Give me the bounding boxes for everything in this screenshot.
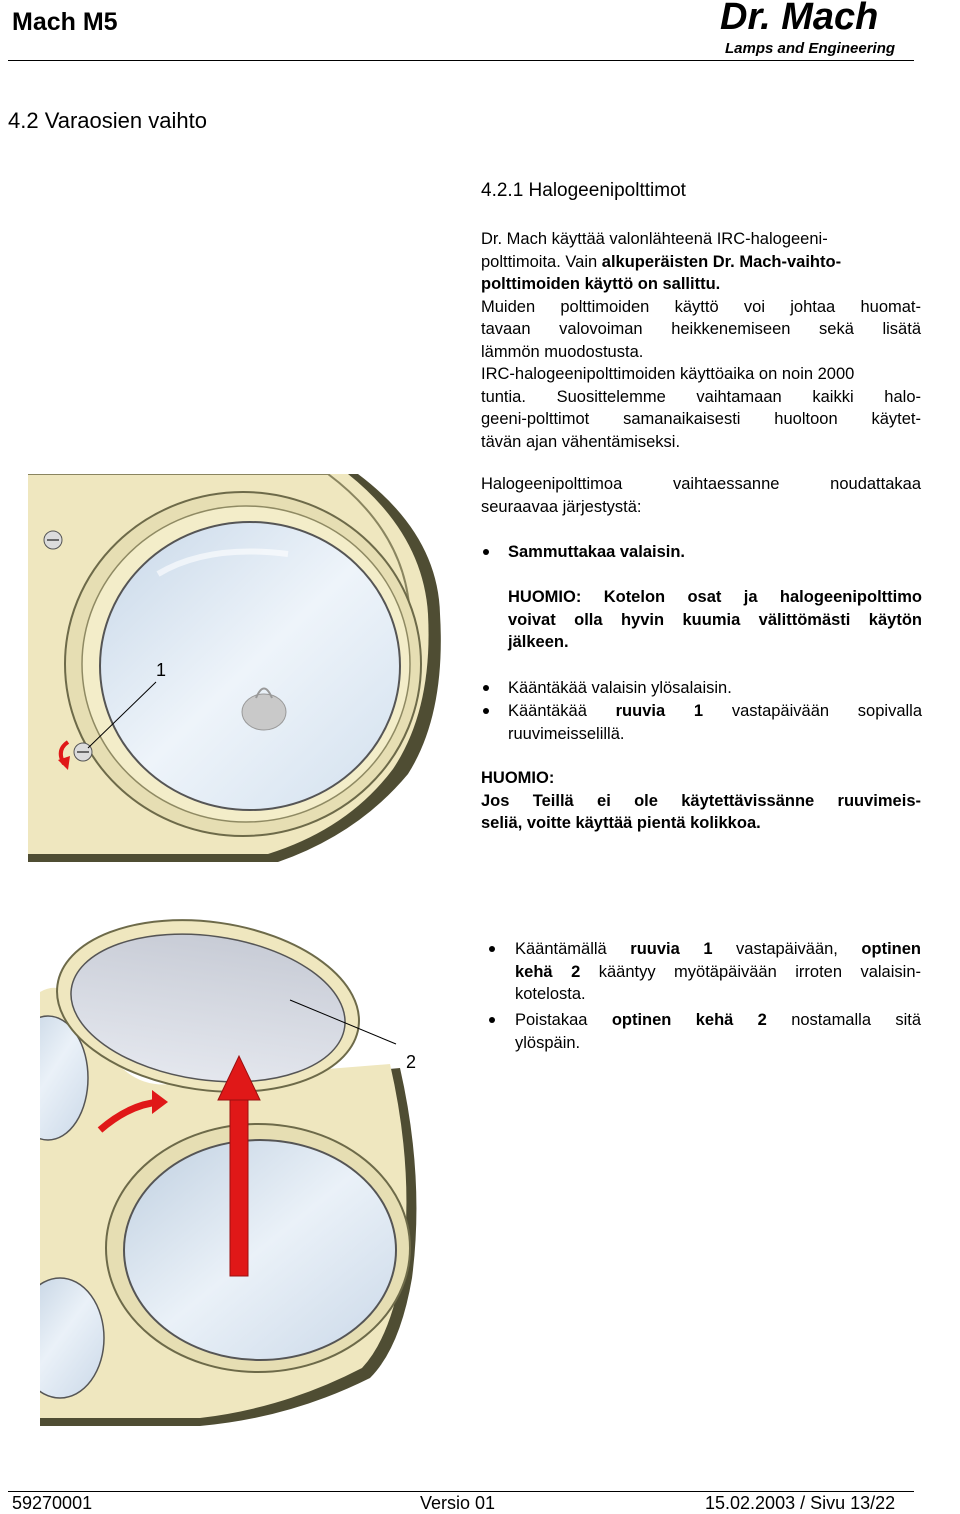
intro-line: Muiden polttimoiden käyttö voi johtaa huomat- (481, 297, 921, 316)
intro-line: IRC-halogeenipolttimoiden käyttöaika on noin 2000 (481, 365, 855, 383)
step-emphasis: ruuvia 1 (630, 940, 713, 958)
halogen-bulb (242, 694, 286, 730)
footer-rule (8, 1491, 914, 1492)
step-switch-off: Sammuttakaa valaisin. (508, 543, 686, 561)
subsection-title: 4.2.1 Halogeenipolttimot (481, 180, 686, 201)
step-text: ruuvimeisselillä. (508, 724, 625, 743)
lens-glass (124, 1140, 396, 1360)
footer-version: Versio 01 (420, 1493, 496, 1513)
step-emphasis: kehä 2 (515, 962, 581, 981)
intro-line: polttimoita. Vain (481, 252, 602, 271)
section-title: 4.2 Varaosien vaihto (8, 108, 207, 133)
step-text: Kääntäkää (508, 702, 616, 720)
step-text: vastapäivään sopivalla (703, 702, 922, 720)
figure-screw-1 (28, 474, 443, 862)
step-text: Poistakaa (515, 1011, 612, 1029)
intro-line: Dr. Mach käyttää valonlähteenä IRC-halogeeni- (481, 230, 828, 248)
note-line: Jos Teillä ei ole käytettävissänne ruuvimeis- (481, 791, 921, 810)
step-emphasis: optinen kehä 2 (611, 1011, 767, 1029)
header-rule (8, 60, 914, 61)
footer-date-page: 15.02.2003 / Sivu 13/22 (705, 1493, 896, 1513)
step-rotate-ring (515, 938, 921, 1006)
order-line: Halogeenipolttimoa vaihtaessanne noudattakaa (481, 475, 921, 493)
bullet-dot (483, 708, 489, 714)
order-paragraph (481, 473, 921, 518)
warning-line: voivat olla hyvin kuumia välittömästi käytön (508, 610, 922, 629)
step-turn-upside-down: Kääntäkää valaisin ylösalaisin. (508, 679, 732, 697)
order-line: seuraavaa järjestystä: (481, 497, 642, 516)
bullet-dot (483, 549, 489, 555)
lift-arrow (230, 1096, 248, 1276)
intro-line: lämmön muodostusta. (481, 342, 644, 361)
step-text: kotelosta. (515, 985, 586, 1003)
step-text: vastapäivään, (712, 940, 862, 958)
intro-paragraph (481, 228, 921, 453)
step-text: nostamalla sitä (766, 1011, 922, 1029)
intro-line: polttimoiden käyttö on sallittu. (481, 275, 721, 293)
step-emphasis: ruuvia 1 (615, 702, 704, 720)
header-brand: Dr. Mach (720, 0, 879, 38)
step-text: kääntyy myötäpäivään irroten valaisin- (580, 962, 921, 981)
step-text: ylöspäin. (515, 1033, 581, 1052)
step-text: Kääntämällä (515, 940, 631, 958)
step-lift-ring (515, 1009, 921, 1054)
bullet-dot (489, 1017, 495, 1023)
note-title: HUOMIO: (481, 769, 555, 787)
figure-label-1: 1 (156, 660, 167, 680)
step-unscrew (508, 700, 922, 745)
intro-line: geeni-polttimot samanaikaisesti huoltoon käytet- (481, 410, 921, 428)
hot-parts-warning (508, 586, 922, 654)
figure-label-2: 2 (406, 1052, 417, 1072)
lens-glass (100, 522, 400, 810)
bullet-dot (489, 946, 495, 952)
step-emphasis: optinen (861, 940, 921, 958)
intro-line: tuntia. Suosittelemme vaihtamaan kaikki halo- (481, 387, 921, 406)
coin-note (481, 767, 921, 835)
intro-line: tävän ajan vähentämiseksi. (481, 432, 681, 451)
intro-emphasis: alkuperäisten Dr. Mach-vaihto- (601, 252, 842, 271)
header-brand-subtitle: Lamps and Engineering (725, 40, 896, 57)
header-product: Mach M5 (12, 8, 118, 36)
footer-doc-number: 59270001 (12, 1493, 93, 1513)
intro-line: tavaan valovoiman heikkenemiseen sekä lisätä (481, 320, 921, 338)
warning-line: HUOMIO: Kotelon osat ja halogeenipolttimo (508, 588, 922, 606)
warning-line: jälkeen. (508, 633, 569, 651)
figure-optical-ring-2 (40, 918, 440, 1426)
note-line: seliä, voitte käyttää pientä kolikkoa. (481, 814, 761, 832)
bullet-dot (483, 685, 489, 691)
